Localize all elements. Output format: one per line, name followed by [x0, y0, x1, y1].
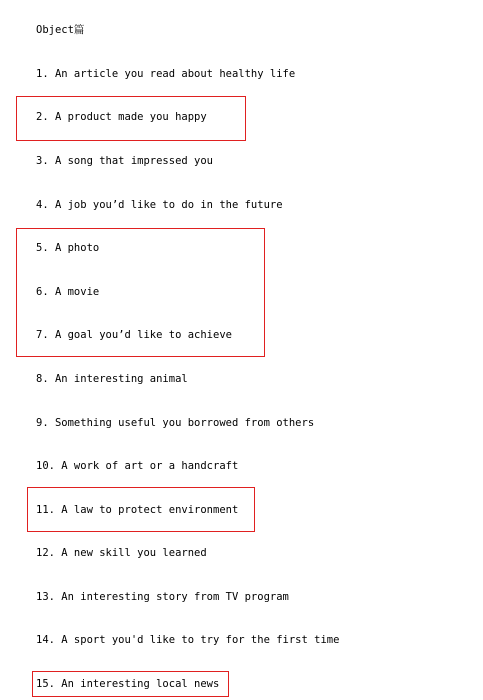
- highlight-box-item-15: [32, 671, 229, 697]
- list-item-13: 13. An interesting story from TV program: [36, 591, 289, 603]
- list-item-3: 3. A song that impressed you: [36, 155, 214, 167]
- list-item-5: 5. A photo: [36, 242, 100, 254]
- list-item-1: 1. An article you read about healthy life: [36, 68, 296, 80]
- list-item-7: 7. A goal you’d like to achieve: [36, 329, 232, 341]
- list-item-10: 10. A work of art or a handcraft: [36, 460, 239, 472]
- list-item-11: 11. A law to protect environment: [36, 504, 239, 516]
- highlight-box-items-5-7: [16, 228, 265, 357]
- highlight-box-item-2: [16, 96, 246, 141]
- list-item-2: 2. A product made you happy: [36, 111, 207, 123]
- list-item-8: 8. An interesting animal: [36, 373, 188, 385]
- list-item-14: 14. A sport you'd like to try for the first time: [36, 634, 340, 646]
- page-title: Object篇: [36, 24, 85, 36]
- list-item-9: 9. Something useful you borrowed from others: [36, 417, 315, 429]
- list-item-15: 15. An interesting local news: [36, 678, 220, 690]
- highlight-box-item-11: [27, 487, 255, 532]
- list-item-12: 12. A new skill you learned: [36, 547, 207, 559]
- list-item-6: 6. A movie: [36, 286, 100, 298]
- list-item-4: 4. A job you’d like to do in the future: [36, 199, 283, 211]
